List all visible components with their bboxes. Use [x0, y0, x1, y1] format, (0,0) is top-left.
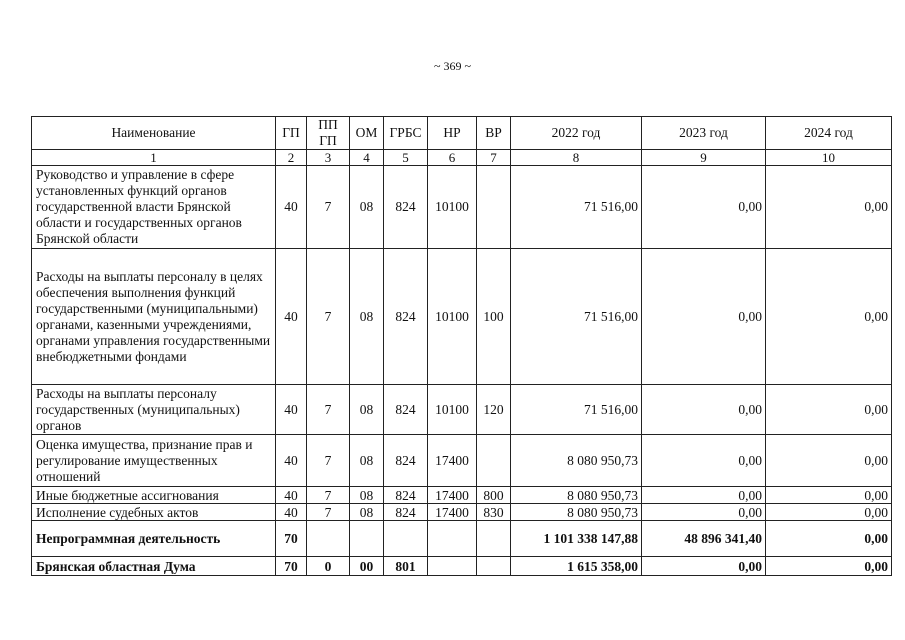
row-2022-amount: 8 080 950,73	[511, 435, 642, 487]
row-2023-amount: 0,00	[642, 487, 766, 504]
row-grbs: 824	[384, 487, 428, 504]
row-om	[350, 521, 384, 557]
header-2022: 2022 год	[511, 117, 642, 150]
table-body	[32, 166, 892, 576]
row-nr: 17400	[428, 435, 477, 487]
column-number: 3	[307, 150, 350, 166]
table-row	[32, 166, 892, 249]
row-om: 08	[350, 166, 384, 249]
row-grbs: 824	[384, 504, 428, 521]
header-nr: НР	[428, 117, 477, 150]
row-vr	[477, 521, 511, 557]
row-2022-amount: 71 516,00	[511, 166, 642, 249]
row-om: 00	[350, 557, 384, 576]
column-number: 9	[642, 150, 766, 166]
row-2024-amount: 0,00	[766, 385, 892, 435]
row-2022-amount: 8 080 950,73	[511, 487, 642, 504]
row-grbs: 824	[384, 249, 428, 385]
header-row	[32, 117, 892, 150]
row-2022-amount: 71 516,00	[511, 385, 642, 435]
row-vr	[477, 557, 511, 576]
row-nr: 10100	[428, 249, 477, 385]
row-nr: 10100	[428, 166, 477, 249]
row-gp: 40	[276, 435, 307, 487]
row-2022-amount: 71 516,00	[511, 249, 642, 385]
row-2022-amount: 8 080 950,73	[511, 504, 642, 521]
header-name: Наименование	[32, 117, 276, 150]
column-number: 8	[511, 150, 642, 166]
column-number: 10	[766, 150, 892, 166]
header-gp: ГП	[276, 117, 307, 150]
row-2024-amount: 0,00	[766, 249, 892, 385]
column-number-row	[32, 150, 892, 166]
header-2024: 2024 год	[766, 117, 892, 150]
column-number: 6	[428, 150, 477, 166]
row-2023-amount: 0,00	[642, 385, 766, 435]
row-vr: 830	[477, 504, 511, 521]
row-nr: 17400	[428, 487, 477, 504]
row-nr	[428, 557, 477, 576]
row-name: Непрограммная деятельность	[32, 521, 276, 557]
row-grbs: 824	[384, 385, 428, 435]
row-name: Брянская областная Дума	[32, 557, 276, 576]
row-nr: 10100	[428, 385, 477, 435]
row-2024-amount: 0,00	[766, 435, 892, 487]
table-row	[32, 435, 892, 487]
row-2023-amount: 0,00	[642, 504, 766, 521]
table-row	[32, 504, 892, 521]
row-name: Оценка имущества, признание прав и регулирование имущественных отношений	[32, 435, 276, 487]
row-om: 08	[350, 385, 384, 435]
row-2022-amount: 1 101 338 147,88	[511, 521, 642, 557]
row-grbs: 824	[384, 166, 428, 249]
row-ppgp: 7	[307, 249, 350, 385]
row-2023-amount: 0,00	[642, 557, 766, 576]
row-nr	[428, 521, 477, 557]
row-ppgp: 7	[307, 166, 350, 249]
row-gp: 40	[276, 487, 307, 504]
row-name: Руководство и управление в сфере установленных функций органов государственной власти Брянской области и государственных органов Брянской области	[32, 166, 276, 249]
row-2024-amount: 0,00	[766, 487, 892, 504]
row-gp: 40	[276, 249, 307, 385]
row-2024-amount: 0,00	[766, 166, 892, 249]
header-ppgp: ПП ГП	[307, 117, 350, 150]
row-name: Расходы на выплаты персоналу государственных (муниципальных) органов	[32, 385, 276, 435]
row-grbs	[384, 521, 428, 557]
row-ppgp: 7	[307, 504, 350, 521]
row-gp: 40	[276, 166, 307, 249]
row-2024-amount: 0,00	[766, 557, 892, 576]
row-om: 08	[350, 487, 384, 504]
row-gp: 40	[276, 385, 307, 435]
row-2022-amount: 1 615 358,00	[511, 557, 642, 576]
table-row	[32, 557, 892, 576]
row-2024-amount: 0,00	[766, 521, 892, 557]
row-gp: 40	[276, 504, 307, 521]
table-row	[32, 249, 892, 385]
header-grbs: ГРБС	[384, 117, 428, 150]
budget-table	[31, 116, 892, 576]
header-vr: ВР	[477, 117, 511, 150]
row-vr: 800	[477, 487, 511, 504]
column-number: 1	[32, 150, 276, 166]
table-row	[32, 385, 892, 435]
row-2023-amount: 0,00	[642, 249, 766, 385]
row-vr	[477, 435, 511, 487]
row-name: Иные бюджетные ассигнования	[32, 487, 276, 504]
table-row	[32, 487, 892, 504]
row-om: 08	[350, 504, 384, 521]
row-om: 08	[350, 435, 384, 487]
page-number: ~ 369 ~	[434, 59, 471, 73]
row-om: 08	[350, 249, 384, 385]
row-name: Исполнение судебных актов	[32, 504, 276, 521]
header-2023: 2023 год	[642, 117, 766, 150]
row-name: Расходы на выплаты персоналу в целях обеспечения выполнения функций государственными (муниципальными) органами, казенными учреждениями, органами управления государственными внебюджетными фондами	[32, 249, 276, 385]
row-2023-amount: 0,00	[642, 166, 766, 249]
row-ppgp: 7	[307, 487, 350, 504]
row-2023-amount: 0,00	[642, 435, 766, 487]
row-ppgp: 7	[307, 385, 350, 435]
row-vr: 120	[477, 385, 511, 435]
row-vr: 100	[477, 249, 511, 385]
column-number: 7	[477, 150, 511, 166]
row-nr: 17400	[428, 504, 477, 521]
row-gp: 70	[276, 521, 307, 557]
row-vr	[477, 166, 511, 249]
table-row	[32, 521, 892, 557]
column-number: 5	[384, 150, 428, 166]
column-number: 4	[350, 150, 384, 166]
row-grbs: 801	[384, 557, 428, 576]
row-gp: 70	[276, 557, 307, 576]
row-ppgp	[307, 521, 350, 557]
row-2023-amount: 48 896 341,40	[642, 521, 766, 557]
row-ppgp: 0	[307, 557, 350, 576]
row-grbs: 824	[384, 435, 428, 487]
header-om: ОМ	[350, 117, 384, 150]
column-number: 2	[276, 150, 307, 166]
row-ppgp: 7	[307, 435, 350, 487]
row-2024-amount: 0,00	[766, 504, 892, 521]
